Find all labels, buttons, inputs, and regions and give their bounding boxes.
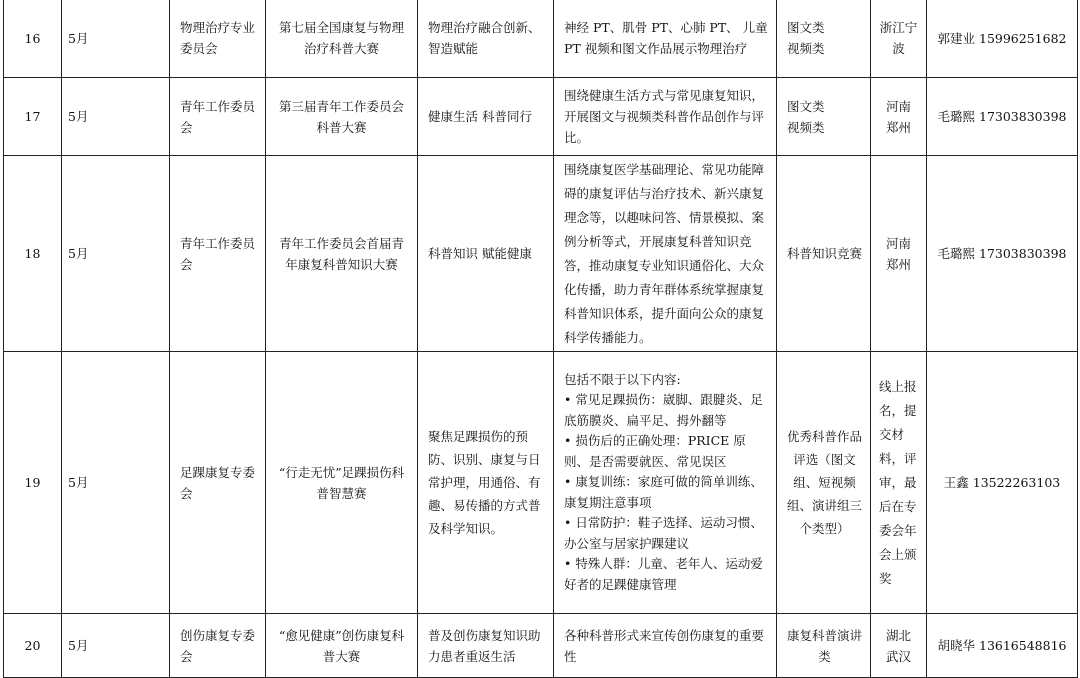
table-row — [4, 156, 1078, 352]
organizer-cell: 青年工作委员会 — [170, 156, 266, 352]
location-line: 武汉 — [885, 648, 911, 664]
table-row — [4, 0, 1078, 78]
form-cell — [777, 78, 871, 156]
content-bullet: • 常见足踝损伤：崴脚、跟腱炎、足底筋膜炎、扁平足、拇外翻等 — [564, 392, 763, 428]
form-line: 康复科普演讲类 — [787, 627, 863, 664]
theme-cell: 聚焦足踝损伤的预防、识别、康复与日常护理，用通俗、有趣、易传播的方式普及科学知识。 — [418, 352, 554, 614]
location-line: 河南 — [885, 235, 911, 251]
table-row — [4, 78, 1078, 156]
form-line: 图文类 — [787, 20, 825, 35]
location-line: 浙江宁 — [879, 20, 918, 35]
content-cell — [554, 614, 777, 678]
month-cell: 5月 — [62, 352, 170, 614]
content-line: 各种科普形式来宣传创伤康复的重要性 — [564, 627, 765, 664]
organizer-cell: 足踝康复专委会 — [170, 352, 266, 614]
form-cell — [777, 0, 871, 78]
month-cell: 5月 — [62, 0, 170, 78]
form-line: 视频类 — [787, 41, 825, 56]
month-cell: 5月 — [62, 156, 170, 352]
contact-cell: 郭建业 15996251682 — [927, 0, 1078, 78]
form-cell — [777, 156, 871, 352]
form-cell — [777, 352, 871, 614]
form-cell — [777, 614, 871, 678]
content-bullet: • 日常防护：鞋子选择、运动习惯、办公室与居家护踝建议 — [564, 515, 763, 551]
content-cell — [554, 78, 777, 156]
content-cell — [554, 352, 777, 614]
row-number: 20 — [4, 614, 62, 678]
activity-table — [3, 0, 1078, 678]
content-line: 围绕健康生活方式与常见康复知识，开展图文与视频类科普作品创作与评比。 — [564, 88, 765, 145]
activity-name-cell: 第七届全国康复与物理治疗科普大赛 — [266, 0, 418, 78]
content-bullet: • 特殊人群：儿童、老年人、运动爱好者的足踝健康管理 — [564, 556, 763, 592]
content-line: 围绕康复医学基础理论、常见功能障碍的康复评估与治疗技术、新兴康复理念等，以趣味问答、情景模拟、案例分析等式，开展康复科普知识竞答，推动康复专业知识通俗化、大众化传播，助力青年群体系统掌握康复科普知识体系，提升面向公众的康复科学传播能力。 — [564, 161, 765, 345]
location-line: 波 — [892, 41, 905, 56]
table-row — [4, 614, 1078, 678]
form-line: 视频类 — [787, 119, 825, 135]
row-number: 16 — [4, 0, 62, 78]
location-line: 湖北 — [885, 627, 911, 643]
content-cell — [554, 0, 777, 78]
location-cell — [871, 0, 927, 78]
activity-name-cell: “行走无忧”足踝损伤科普智慧赛 — [266, 352, 418, 614]
table-row — [4, 352, 1078, 614]
location-line: 河南 — [885, 98, 911, 114]
content-line: 神经 PT、肌骨 PT、心肺 PT、 儿童 PT 视频和图文作品展示物理治疗 — [564, 20, 768, 56]
location-line: 郑州 — [885, 256, 911, 272]
location-line: 郑州 — [885, 119, 911, 135]
organizer-cell: 青年工作委员会 — [170, 78, 266, 156]
contact-cell: 毛璐熙 17303830398 — [927, 156, 1078, 352]
form-line: 优秀科普作品评选（图文组、短视频组、演讲组三个类型） — [787, 429, 863, 536]
content-bullet: • 损伤后的正确处理：PRICE 原则、是否需要就医、常见误区 — [564, 433, 746, 469]
form-line: 科普知识竞赛 — [787, 246, 863, 261]
content-bullet: • 康复训练：家庭可做的简单训练、康复期注意事项 — [564, 474, 763, 510]
activity-name-cell: 青年工作委员会首届青年康复科普知识大赛 — [266, 156, 418, 352]
content-line: 包括不限于以下内容: — [564, 371, 681, 387]
location-cell — [871, 156, 927, 352]
theme-cell: 物理治疗融合创新、智造赋能 — [418, 0, 554, 78]
contact-cell: 王鑫 13522263103 — [927, 352, 1078, 614]
theme-cell: 普及创伤康复知识助力患者重返生活 — [418, 614, 554, 678]
location-cell — [871, 78, 927, 156]
contact-cell: 胡晓华 13616548816 — [927, 614, 1078, 678]
activity-name-cell: “愈见健康”创伤康复科普大赛 — [266, 614, 418, 678]
organizer-cell: 物理治疗专业委员会 — [170, 0, 266, 78]
location-cell — [871, 614, 927, 678]
row-number: 17 — [4, 78, 62, 156]
location-cell — [871, 352, 927, 614]
organizer-cell: 创伤康复专委会 — [170, 614, 266, 678]
row-number: 18 — [4, 156, 62, 352]
row-number: 19 — [4, 352, 62, 614]
form-line: 图文类 — [787, 98, 825, 114]
theme-cell: 健康生活 科普同行 — [418, 78, 554, 156]
activity-name-cell: 第三届青年工作委员会科普大赛 — [266, 78, 418, 156]
location-line: 线上报名，提交材料，评审，最后在专委会年会上颁奖 — [879, 378, 917, 586]
contact-cell: 毛璐熙 17303830398 — [927, 78, 1078, 156]
theme-cell: 科普知识 赋能健康 — [418, 156, 554, 352]
month-cell: 5月 — [62, 614, 170, 678]
content-cell — [554, 156, 777, 352]
month-cell: 5月 — [62, 78, 170, 156]
